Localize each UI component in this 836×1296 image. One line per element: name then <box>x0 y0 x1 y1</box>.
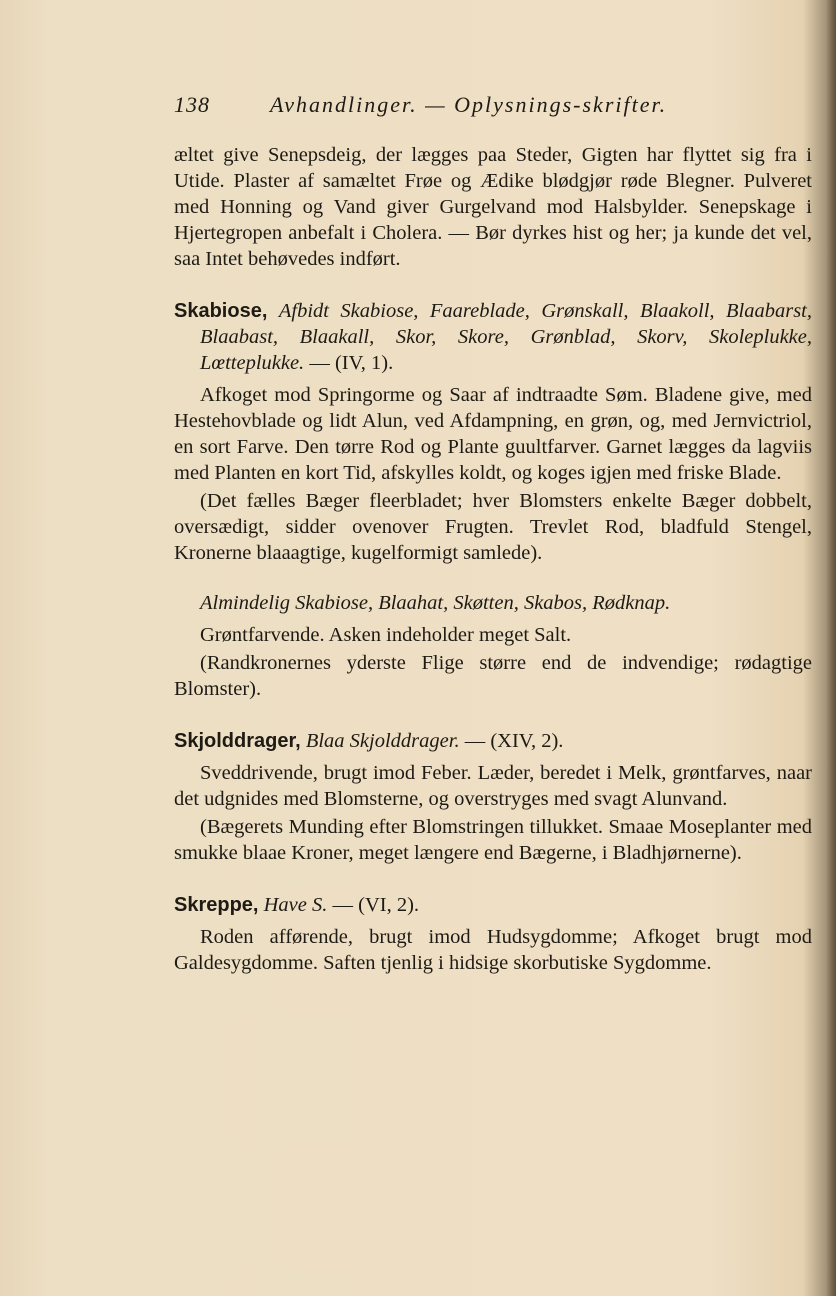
sub-entry-heading: Almindelig Skabiose, Blaahat, Skøtten, Skabos, Rødknap. <box>200 592 671 614</box>
paragraph: (Randkronernes yderste Flige større end de indvendige; rødagtige Blomster). <box>174 652 812 700</box>
paragraph: Sveddrivende, brugt imod Feber. Læder, beredet i Melk, grøntfarves, naar det udgnides med Blomsterne, og overstryges med svagt Alunvand. <box>174 762 812 810</box>
entry-heading-skabiose <box>174 298 812 376</box>
entry-term: Skjolddrager, <box>174 730 301 752</box>
paragraph-senep-continued: æltet give Senepsdeig, der lægges paa Steder, Gigten har flyttet sig fra i Utide. Plaster af samæltet Frøe og Ædike blødgjør røde Blegner. Pulveret med Honning og Vand giver Gurgelvand mod Halsbylder. Senepskage i Hjertegropen anbefalt i Cholera. — Bør dyrkes hist og her; ja kunde det vel, saa Intet behøvedes indført. <box>174 144 812 270</box>
entry-heading-skjolddrager <box>174 728 812 754</box>
paragraph: (Bægerets Munding efter Blomstringen tillukket. Smaae Moseplanter med smukke blaae Kroner, meget længere end Bægerne, i Bladhjørnerne). <box>174 816 812 864</box>
entry-heading-skreppe <box>174 892 812 918</box>
running-header <box>174 88 794 124</box>
paragraph: Afkoget mod Springorme og Saar af indtraadte Søm. Bladene give, med Hestehovblade og lidt Alun, ved Afdampning, en grøn, og, med Jernvictriol, en sort Farve. Den tørre Rod og Plante guultfarver. Garnet lægges da lagviis med Planten en kort Tid, afskylles koldt, og koges igjen med friske Blade. <box>174 384 812 484</box>
paragraph: Roden afførende, brugt imod Hudsygdomme; Afkoget brugt mod Galdesygdomme. Saften tjenlig i hidsige skorbutiske Sygdomme. <box>174 926 812 974</box>
entry-reference: — (VI, 2). <box>332 894 420 916</box>
entry-synonyms: Afbidt Skabiose, Faareblade, Grønskall, Blaakoll, Blaabarst, Blaabast, Blaakall, Skor, Skore, Grønblad, Skorv, Skoleplukke, Lœtteplukke. <box>200 300 812 374</box>
running-title: Avhandlinger. — Oplysnings-skrifter. <box>270 92 668 117</box>
page-body <box>174 142 812 976</box>
entry-synonyms: Have S. <box>263 894 328 916</box>
page-number: 138 <box>174 92 210 117</box>
page-edge-shadow <box>826 0 836 1296</box>
entry-reference: — (XIV, 2). <box>464 730 564 752</box>
entry-term: Skabiose, <box>174 300 268 322</box>
entry-term: Skreppe, <box>174 894 259 916</box>
entry-synonyms: Blaa Skjolddrager. <box>305 730 460 752</box>
entry-reference: — (IV, 1). <box>309 352 394 374</box>
paragraph: Grøntfarvende. Asken indeholder meget Salt. <box>200 624 572 646</box>
paragraph: (Det fælles Bæger fleerbladet; hver Blomsters enkelte Bæger dobbelt, oversædigt, sidder ovenover Frugten. Trevlet Rod, bladfuld Stengel, Kronerne blaaagtige, kugelformigt samlede). <box>174 490 812 564</box>
